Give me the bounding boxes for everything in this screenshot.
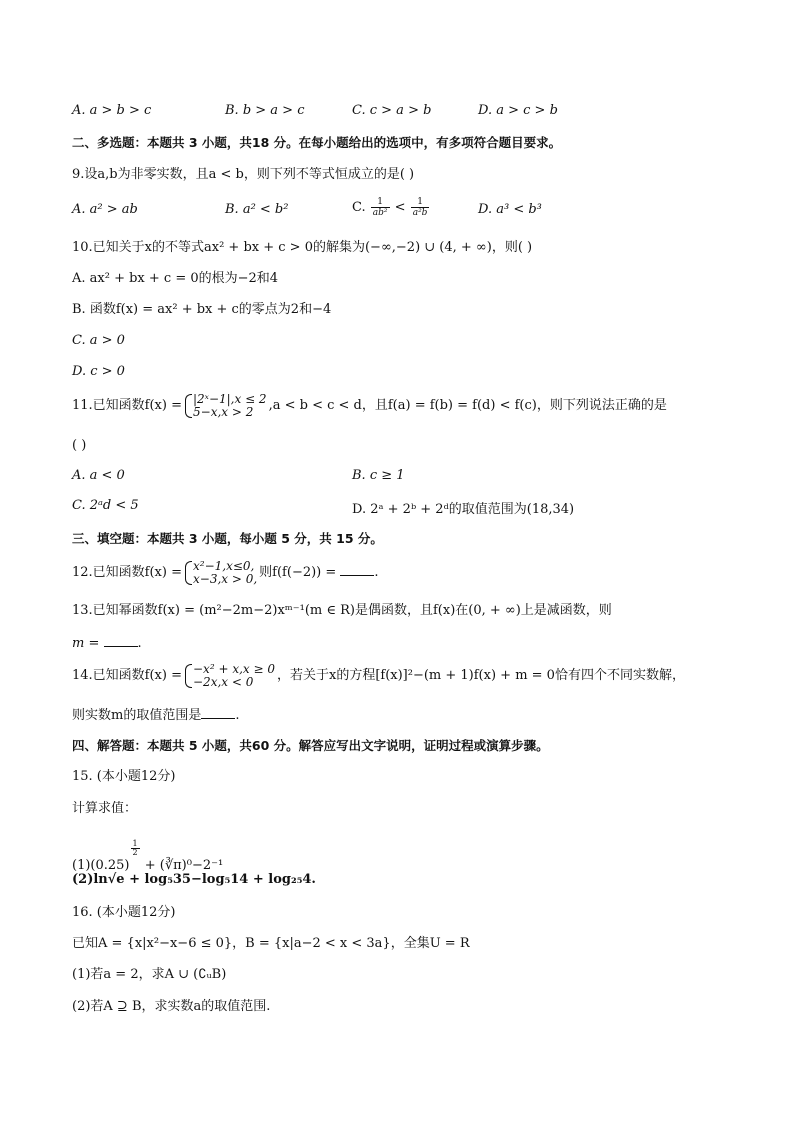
q12-case-1: x²−1,x≤0, <box>193 558 255 573</box>
q9-stem: 9.设a,b为非零实数，且a < b，则下列不等式恒成立的是( ) <box>72 167 415 182</box>
q15-exponent-den: 2 <box>132 848 138 857</box>
q9-option-c-label: C. <box>352 200 366 215</box>
q15-exponent-num: 1 <box>132 839 138 848</box>
q14-line-2 <box>72 706 734 725</box>
q9-option-b: B. a² < b² <box>225 202 289 217</box>
q11-option-c: C. 2ᵃd < 5 <box>72 498 139 513</box>
q8-option-c: C. c > a > b <box>352 103 432 118</box>
q14-case-1: −x² + x,x ≥ 0 <box>193 661 275 676</box>
q11-option-b: B. c ≥ 1 <box>352 468 405 483</box>
q13-line-2 <box>72 634 734 653</box>
q16-part-2: (2)若A ⊇ B，求实数a的取值范围. <box>72 999 271 1014</box>
q13-end: . <box>137 636 142 651</box>
q11-stem <box>72 391 734 423</box>
q8-option-a: A. a > b > c <box>72 103 152 118</box>
q10-stem: 10.已知关于x的不等式ax² + bx + c > 0的解集为(−∞,−2) ∪ (4, + ∞)，则( ) <box>72 240 533 255</box>
q8-option-b: B. b > a > c <box>225 103 305 118</box>
q16-heading: 16. (本小题12分) <box>72 905 176 920</box>
q15-intro: 计算求值： <box>72 801 138 816</box>
q14-case-2: −2x,x < 0 <box>193 674 254 689</box>
q12-prefix: 12.已知函数f(x) = <box>72 565 182 580</box>
q13-answer-blank[interactable] <box>104 634 138 647</box>
q14-end: . <box>235 708 240 723</box>
q11-piecewise <box>184 393 267 419</box>
q11-stem-suffix: ,a < b < c < d，且f(a) = f(b) = f(d) < f(c)，则下列说法正确的是 <box>268 398 667 413</box>
q11-stem-prefix: 11.已知函数f(x) = <box>72 398 182 413</box>
q11-option-d: D. 2ᵃ + 2ᵇ + 2ᵈ的取值范围为(18,34) <box>352 502 575 517</box>
q11-option-a: A. a < 0 <box>72 468 125 483</box>
q12-answer-blank[interactable] <box>340 563 374 576</box>
q14-answer-blank[interactable] <box>201 706 235 719</box>
section-heading-solutions: 四、解答题：本题共 5 小题，共60 分。解答应写出文字说明，证明过程或演算步骤。 <box>72 738 549 753</box>
q10-option-c: C. a > 0 <box>72 333 125 348</box>
q14-line-2-prefix: 则实数m的取值范围是 <box>72 708 202 723</box>
q9-less-than: < <box>394 200 406 215</box>
q9-option-c <box>352 197 430 218</box>
q14-piecewise <box>184 663 275 689</box>
q8-option-d: D. a > c > b <box>478 103 558 118</box>
q15-part-1 <box>72 840 734 875</box>
q15-exponent <box>131 840 140 857</box>
q10-option-d: D. c > 0 <box>72 364 125 379</box>
q13-line-1: 13.已知幂函数f(x) = (m²−2m−2)xᵐ⁻¹(m ∈ R)是偶函数，且f(x)在(0, + ∞)上是减函数，则 <box>72 603 612 618</box>
q15-heading: 15. (本小题12分) <box>72 769 176 784</box>
q10-option-b: B. 函数f(x) = ax² + bx + c的零点为2和−4 <box>72 302 332 317</box>
q15-part-1-base: (1)(0.25) <box>72 858 130 873</box>
q16-part-1: (1)若a = 2，求A ∪ (∁ᵤB) <box>72 967 227 982</box>
q9-option-a: A. a² > ab <box>72 202 138 217</box>
q12-end: . <box>374 565 379 580</box>
q9-fraction-2-den: a²b <box>412 208 428 218</box>
q9-fraction-1-den: ab² <box>372 208 388 218</box>
q10-option-a: A. ax² + bx + c = 0的根为−2和4 <box>72 271 279 286</box>
q9-fraction-1 <box>371 197 390 218</box>
q9-option-d: D. a³ < b³ <box>478 202 542 217</box>
q15-part-1-rest: + (∛π)⁰−2⁻¹ <box>140 858 224 873</box>
q16-given: 已知A = {x|x²−x−6 ≤ 0}，B = {x|a−2 < x < 3a}，全集U = R <box>72 936 470 951</box>
q9-fraction-2 <box>411 197 430 218</box>
q12-piecewise <box>184 560 257 586</box>
q15-part-2: (2)ln√e + log₅35−log₅14 + log₂₅4. <box>72 872 316 887</box>
q11-case-1: |2ˣ−1|,x ≤ 2 <box>193 391 267 406</box>
q13-line-2-prefix: m = <box>72 636 100 651</box>
q9-fraction-2-num: 1 <box>411 197 430 208</box>
q11-paren: ( ) <box>72 438 87 453</box>
section-heading-fill-in: 三、填空题：本题共 3 小题，每小题 5 分，共 15 分。 <box>72 531 383 546</box>
section-heading-multiple-choice: 二、多选题：本题共 3 小题，共18 分。在每小题给出的选项中，有多项符合题目要求。 <box>72 135 562 150</box>
q12-suffix: 则f(f(−2)) = <box>259 565 337 580</box>
q12-stem <box>72 558 734 590</box>
q12-case-2: x−3,x > 0, <box>193 571 258 586</box>
q11-case-2: 5−x,x > 2 <box>193 404 254 419</box>
q14-stem <box>72 661 734 693</box>
q14-suffix: ，若关于x的方程[f(x)]²−(m + 1)f(x) + m = 0恰有四个不同实数解， <box>276 668 685 683</box>
q14-prefix: 14.已知函数f(x) = <box>72 668 182 683</box>
q9-fraction-1-num: 1 <box>371 197 390 208</box>
